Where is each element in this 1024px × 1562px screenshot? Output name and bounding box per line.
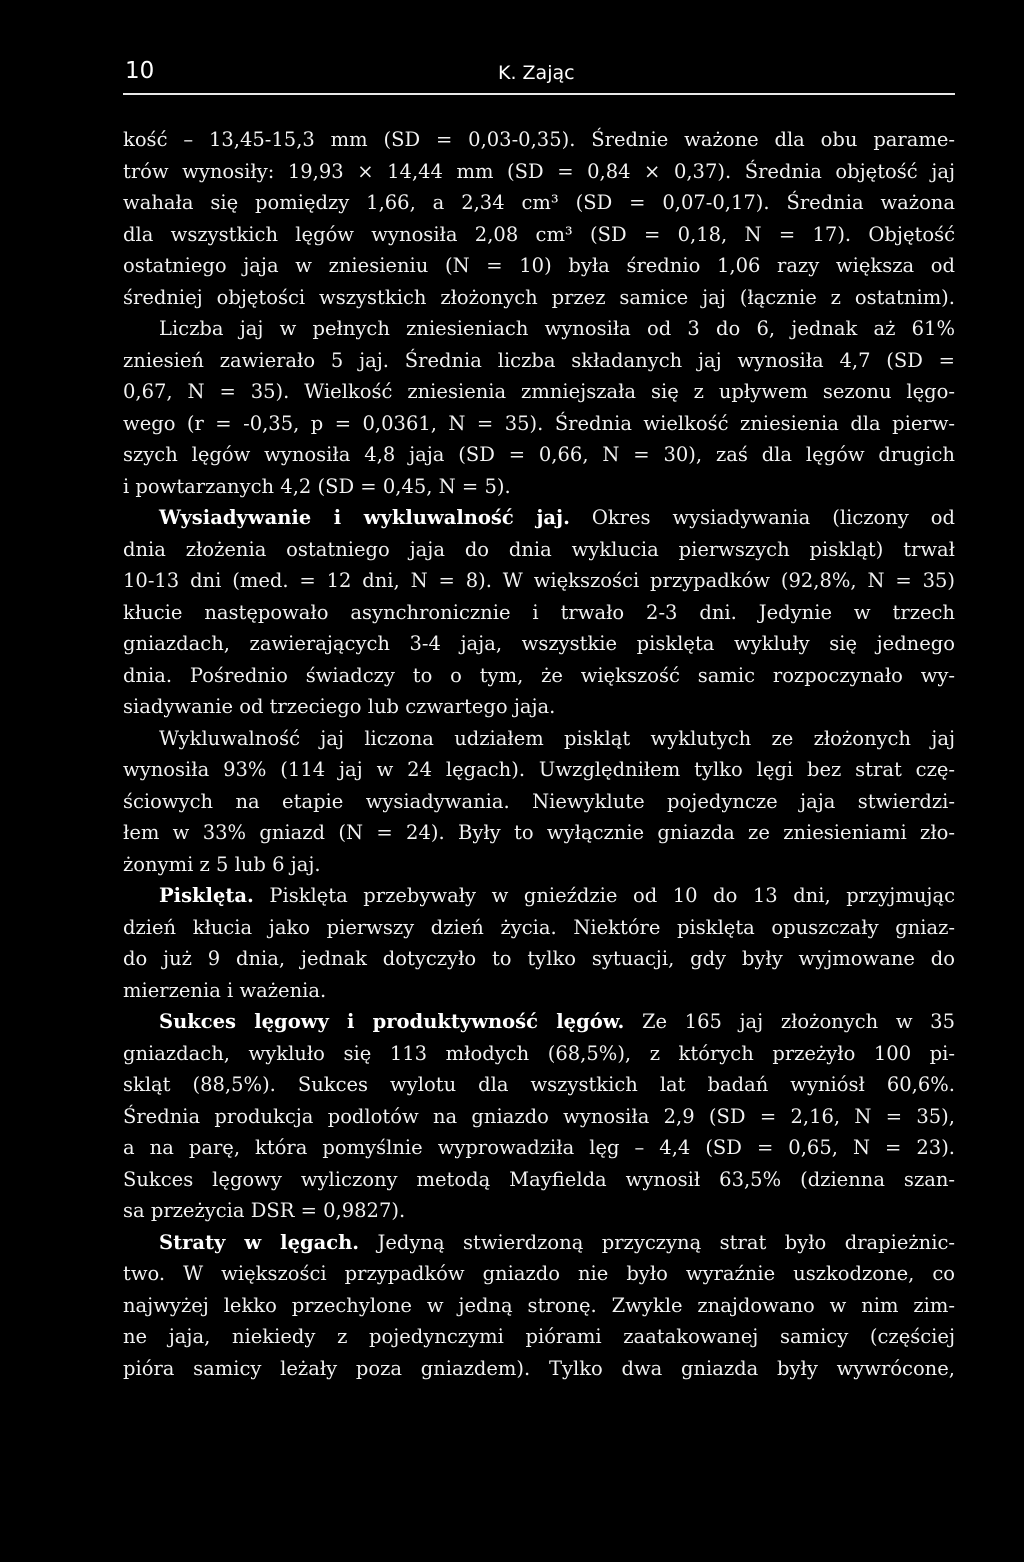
- text-line: najwyżej lekko przechylone w jedną stronę. Zwykle znajdowano w nim zim-: [123, 1293, 955, 1317]
- text-line: siadywanie od trzeciego lub czwartego jaja.: [123, 695, 556, 718]
- text-line: Liczba jaj w pełnych zniesieniach wynosiła od 3 do 6, jednak aż 61%: [159, 317, 955, 340]
- text-line: gniazdach, wykluło się 113 młodych (68,5%), z których przeżyło 100 pi-: [123, 1041, 955, 1065]
- text-line: ne jaja, niekiedy z pojedynczymi piórami zaatakowanej samicy (częściej: [123, 1325, 955, 1348]
- text-line: pióra samicy leżały poza gniazdem). Tylko dwa gniazda były wywrócone,: [123, 1356, 955, 1380]
- text-line: gniazdach, zawierających 3-4 jaja, wszystkie pisklęta wykluły się jednego: [123, 632, 955, 655]
- text-line: skląt (88,5%). Sukces wylotu dla wszystkich lat badań wyniósł 60,6%.: [123, 1073, 955, 1096]
- section-heading-line: Straty w lęgach. Jedyną stwierdzoną przyczyną strat było drapieżnic-: [159, 1230, 955, 1254]
- text-line: łem w 33% gniazd (N = 24). Były to wyłącznie gniazda ze zniesieniami zło-: [123, 821, 955, 844]
- page-number: 10: [125, 58, 155, 84]
- text-line: dnia. Pośrednio świadczy to o tym, że większość samic rozpoczynało wy-: [123, 663, 955, 687]
- text-line: mierzenia i ważenia.: [123, 978, 327, 1002]
- text-line: dzień kłucia jako pierwszy dzień życia. Niektóre pisklęta opuszczały gniaz-: [123, 915, 955, 939]
- text-line: i powtarzanych 4,2 (SD = 0,45, N = 5).: [123, 474, 511, 498]
- running-head: K. Zając: [498, 62, 575, 84]
- text-line: two. W większości przypadków gniazdo nie było wyraźnie uszkodzone, co: [123, 1262, 955, 1285]
- text-line: szych lęgów wynosiła 4,8 jaja (SD = 0,66, N = 30), zaś dla lęgów drugich: [123, 443, 955, 466]
- text-line: sa przeżycia DSR = 0,9827).: [123, 1199, 406, 1222]
- section-heading: Pisklęta.: [159, 884, 254, 907]
- text-line: kość – 13,45-15,3 mm (SD = 0,03-0,35). Średnie ważone dla obu parame-: [123, 128, 955, 151]
- page-header: [123, 58, 955, 90]
- text-line: trów wynosiły: 19,93 × 14,44 mm (SD = 0,84 × 0,37). Średnia objętość jaj: [123, 159, 955, 183]
- text-line: wynosiła 93% (114 jaj w 24 lęgach). Uwzględniłem tylko lęgi bez strat czę-: [123, 758, 955, 781]
- text-line: Wykluwalność jaj liczona udziałem piskląt wyklutych ze złożonych jaj: [159, 726, 955, 750]
- section-heading-line: Sukces lęgowy i produktywność lęgów. Ze 165 jaj złożonych w 35: [159, 1010, 955, 1033]
- text-line: żonymi z 5 lub 6 jaj.: [123, 852, 321, 876]
- text-line: Sukces lęgowy wyliczony metodą Mayfielda wynosił 63,5% (dzienna szan-: [123, 1167, 955, 1191]
- text-line: dla wszystkich lęgów wynosiła 2,08 cm³ (SD = 0,18, N = 17). Objętość: [123, 222, 955, 246]
- text-line: Średnia produkcja podlotów na gniazdo wynosiła 2,9 (SD = 2,16, N = 35),: [123, 1104, 955, 1128]
- text-line: zniesień zawierało 5 jaj. Średnia liczba składanych jaj wynosiła 4,7 (SD =: [123, 348, 955, 372]
- text-line: dnia złożenia ostatniego jaja do dnia wyklucia pierwszych piskląt) trwał: [123, 537, 955, 561]
- section-heading: Straty w lęgach.: [159, 1230, 360, 1254]
- text-line: średniej objętości wszystkich złożonych przez samice jaj (łącznie z ostatnim).: [123, 285, 955, 309]
- body-text: [123, 124, 955, 1384]
- section-heading: Wysiadywanie i wykluwalność jaj.: [159, 506, 570, 529]
- text-line: 0,67, N = 35). Wielkość zniesienia zmniejszała się z upływem sezonu lęgo-: [123, 380, 955, 403]
- header-rule: [123, 93, 955, 95]
- text-line: wego (r = -0,35, p = 0,0361, N = 35). Średnia wielkość zniesienia dla pierw-: [123, 411, 955, 435]
- text-line: 10-13 dni (med. = 12 dni, N = 8). W większości przypadków (92,8%, N = 35): [123, 569, 955, 592]
- text-line: ściowych na etapie wysiadywania. Niewyklute pojedyncze jaja stwierdzi-: [123, 789, 955, 813]
- text-line: wahała się pomiędzy 1,66, a 2,34 cm³ (SD = 0,07-0,17). Średnia ważona: [123, 191, 955, 214]
- text-line: do już 9 dnia, jednak dotyczyło to tylko sytuacji, gdy były wyjmowane do: [123, 947, 955, 970]
- section-heading-line: Wysiadywanie i wykluwalność jaj. Okres wysiadywania (liczony od: [159, 506, 955, 529]
- section-heading-line: Pisklęta. Pisklęta przebywały w gnieździe od 10 do 13 dni, przyjmując: [159, 884, 955, 907]
- section-heading: Sukces lęgowy i produktywność lęgów.: [159, 1010, 625, 1033]
- text-line: ostatniego jaja w zniesieniu (N = 10) była średnio 1,06 razy większa od: [123, 254, 955, 277]
- text-line: kłucie następowało asynchronicznie i trwało 2-3 dni. Jedynie w trzech: [123, 600, 955, 624]
- text-line: a na parę, która pomyślnie wyprowadziła lęg – 4,4 (SD = 0,65, N = 23).: [123, 1136, 955, 1159]
